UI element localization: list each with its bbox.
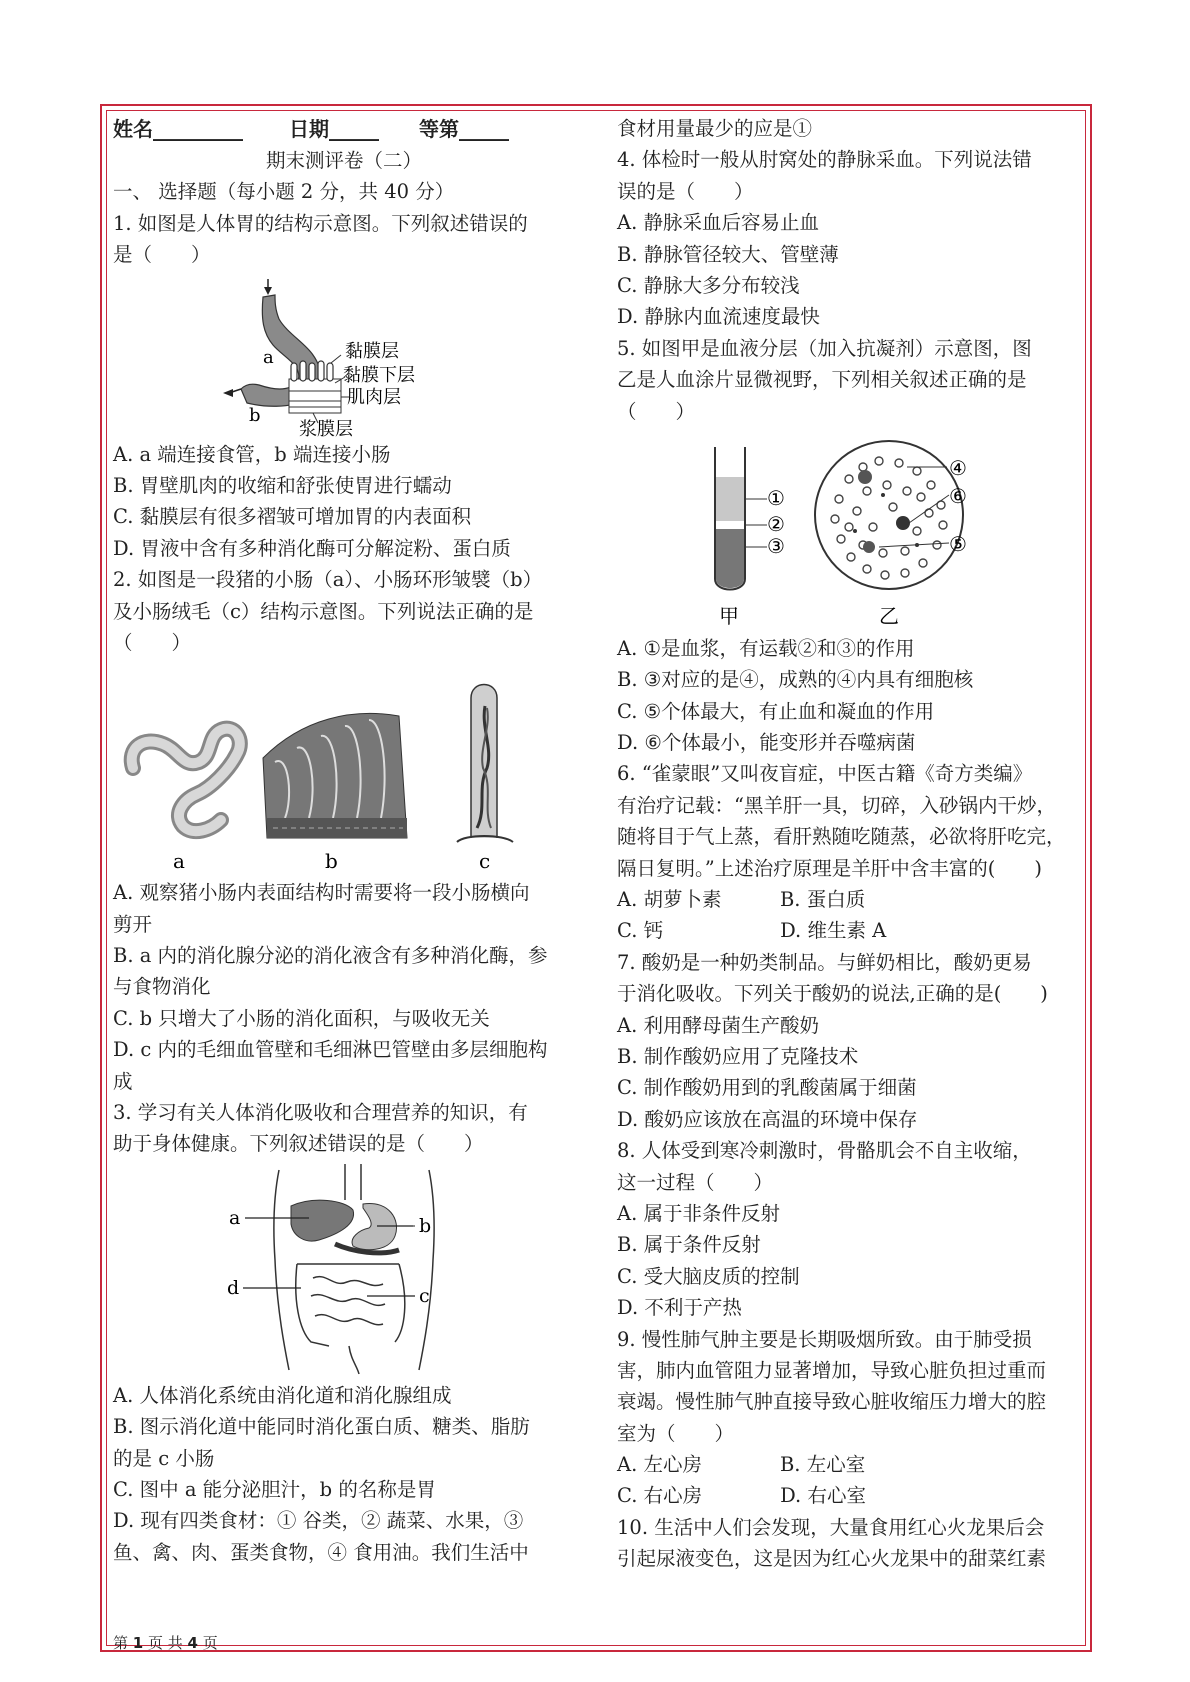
q8-option-c: C. 受大脑皮质的控制 [617, 1264, 800, 1288]
exam-title: 期末测评卷（二） [265, 149, 422, 172]
name-field: 姓名_________ [113, 117, 243, 141]
q2-option-a-2: 剪开 [113, 912, 153, 936]
page-footer [113, 1632, 218, 1653]
digestive-label-d: d [227, 1276, 240, 1299]
q5-option-a: A. ①是血浆，有运载②和③的作用 [617, 636, 915, 660]
q1-option-a: A. a 端连接食管，b 端连接小肠 [113, 442, 391, 466]
q6-stem-3: 随将目于气上蒸，看肝熟随吃随蒸，必欲将肝吃完， [617, 825, 1066, 849]
q8-option-a: A. 属于非条件反射 [617, 1201, 780, 1225]
q8-option-d: D. 不利于产热 [617, 1296, 742, 1320]
q1-option-c: C. 黏膜层有很多褶皱可增加胃的内表面积 [113, 505, 472, 529]
q9-options-ab: A. 左心房 B. 左心室 [617, 1453, 866, 1477]
stomach-label-serosa: 浆膜层 [299, 418, 353, 439]
q1-option-d: D. 胃液中含有多种消化酶可分解淀粉、蛋白质 [113, 536, 511, 560]
q3-stem-2: 助于身体健康。下列叙述错误的是（ ） [113, 1132, 484, 1156]
stomach-label-muscle: 肌肉层 [347, 386, 401, 408]
q8-stem: 8. 人体受到寒冷刺激时，骨骼肌会不自主收缩， [617, 1139, 1032, 1163]
q3-option-d: D. 现有四类食材：① 谷类，② 蔬菜、水果，③ [113, 1509, 524, 1533]
q6-options-ab: A. 胡萝卜素 B. 蛋白质 [617, 888, 866, 912]
q3-option-b-2: 的是 c 小肠 [113, 1446, 215, 1470]
q2-option-a: A. 观察猪小肠内表面结构时需要将一段小肠横向 [113, 881, 530, 905]
q4-option-a: A. 静脉采血后容易止血 [617, 211, 819, 235]
stomach-label-b: b [249, 404, 261, 426]
stomach-label-a: a [263, 346, 274, 368]
digestive-figure [113, 1160, 575, 1380]
q4-option-c: C. 静脉大多分布较浅 [617, 273, 800, 297]
q4-stem-2: 误的是（ ） [617, 179, 754, 203]
header-line [113, 113, 575, 145]
q4-option-b: B. 静脉管径较大、管壁薄 [617, 242, 839, 266]
q3-option-b: B. 图示消化道中能同时消化蛋白质、糖类、脂肪 [113, 1415, 530, 1439]
stomach-figure [113, 271, 575, 439]
blood-label-5: ⑤ [949, 531, 967, 556]
digestive-label-c: c [419, 1284, 430, 1307]
q5-stem: 5. 如图甲是血液分层（加入抗凝剂）示意图，图 [617, 336, 1032, 360]
stomach-label-submucosa: 黏膜下层 [343, 364, 415, 386]
footer-post: 页 [197, 1634, 218, 1652]
q10-stem: 10. 生活中人们会发现，大量食用红心火龙果后会 [617, 1515, 1045, 1539]
section-heading: 一、 选择题（每小题 2 分，共 40 分） [113, 180, 455, 204]
q6-stem-4: 隔日复明。”上述治疗原理是羊肝中含丰富的( ) [617, 856, 1042, 880]
intestine-figure [113, 658, 575, 877]
blood-label-1: ① [767, 485, 785, 510]
footer-pre: 第 [113, 1634, 133, 1652]
q2-option-c: C. b 只增大了小肠的消化面积，与吸收无关 [113, 1006, 490, 1030]
q4-option-d: D. 静脉内血流速度最快 [617, 305, 820, 329]
q3-option-d-3: 食材用量最少的应是① [617, 117, 813, 140]
q8-stem-2: 这一过程（ ） [617, 1170, 774, 1194]
q10-stem-2: 引起尿液变色，这是因为红心火龙果中的甜菜红素 [617, 1547, 1047, 1571]
footer-page-number: 1 [132, 1634, 144, 1652]
q6-options-cd: C. 钙 D. 维生素 A [617, 919, 887, 943]
q2-stem: 2. 如图是一段猪的小肠（a）、小肠环形皱襞（b） [113, 568, 543, 592]
q7-stem: 7. 酸奶是一种奶类制品。与鲜奶相比，酸奶更易 [617, 950, 1032, 974]
q9-stem: 9. 慢性肺气肿主要是长期吸烟所致。由于肺受损 [617, 1327, 1032, 1351]
stomach-label-mucosa: 黏膜层 [345, 340, 399, 362]
q5-option-d: D. ⑥个体最小，能变形并吞噬病菌 [617, 731, 916, 755]
q2-option-b-2: 与食物消化 [113, 975, 211, 999]
q7-stem-2: 于消化吸收。下列关于酸奶的说法,正确的是( ) [617, 982, 1048, 1006]
right-column [617, 113, 1079, 1575]
q2-option-b: B. a 内的消化腺分泌的消化液含有多种消化酶，参 [113, 944, 548, 968]
footer-page-total: 4 [187, 1634, 198, 1652]
q6-stem: 6. “雀蒙眼”又叫夜盲症，中医古籍《奇方类编》 [617, 762, 1033, 786]
q5-option-c: C. ⑤个体最大，有止血和凝血的作用 [617, 699, 935, 723]
q7-option-d: D. 酸奶应该放在高温的环境中保存 [617, 1107, 918, 1131]
q5-stem-3: （ ） [617, 399, 696, 423]
date-field: 日期_____ [289, 117, 379, 141]
q4-stem: 4. 体检时一般从肘窝处的静脉采血。下列说法错 [617, 148, 1032, 172]
q3-option-c: C. 图中 a 能分泌胆汁，b 的名称是胃 [113, 1477, 436, 1501]
blood-label-2: ② [767, 511, 785, 536]
q2-stem-2: 及小肠绒毛（c）结构示意图。下列说法正确的是 [113, 599, 534, 623]
q2-stem-3: （ ） [113, 630, 192, 654]
digestive-label-b: b [419, 1214, 432, 1237]
q9-stem-2: 害，肺内血管阻力显著增加，导致心脏负担过重而 [617, 1358, 1047, 1382]
blood-label-jia: 甲 [719, 603, 739, 628]
q6-stem-2: 有治疗记载：“黑羊肝一具，切碎，入砂锅内干炒， [617, 793, 1056, 817]
intestine-label-a: a [173, 849, 185, 874]
q3-option-a: A. 人体消化系统由消化道和消化腺组成 [113, 1383, 452, 1407]
blood-label-4: ④ [949, 455, 967, 480]
q7-option-a: A. 利用酵母菌生产酸奶 [617, 1013, 819, 1037]
left-column [113, 113, 575, 1568]
q7-option-b: B. 制作酸奶应用了克隆技术 [617, 1044, 859, 1068]
q5-stem-2: 乙是人血涂片显微视野，下列相关叙述正确的是 [617, 368, 1027, 392]
footer-mid: 页 共 [143, 1634, 188, 1652]
blood-label-yi: 乙 [879, 603, 899, 628]
blood-figure [617, 427, 1079, 633]
q1-stem: 1. 如图是人体胃的结构示意图。下列叙述错误的 [113, 211, 528, 235]
blood-label-3: ③ [767, 533, 785, 558]
digestive-label-a: a [229, 1206, 241, 1229]
q2-option-d-2: 成 [113, 1069, 133, 1093]
intestine-label-c: c [479, 849, 491, 874]
q8-option-b: B. 属于条件反射 [617, 1233, 761, 1257]
q5-option-b: B. ③对应的是④，成熟的④内具有细胞核 [617, 668, 974, 692]
q9-stem-3: 衰竭。慢性肺气肿直接导致心脏收缩压力增大的腔 [617, 1390, 1047, 1414]
q2-option-d: D. c 内的毛细血管壁和毛细淋巴管壁由多层细胞构 [113, 1038, 548, 1062]
q1-option-b: B. 胃壁肌肉的收缩和舒张使胃进行蠕动 [113, 473, 452, 497]
q3-option-d-2: 鱼、禽、肉、蛋类食物，④ 食用油。我们生活中 [113, 1540, 529, 1564]
q9-stem-4: 室为（ ） [617, 1421, 735, 1445]
q3-stem: 3. 学习有关人体消化吸收和合理营养的知识，有 [113, 1101, 528, 1125]
blood-label-6: ⑥ [949, 483, 967, 508]
q9-options-cd: C. 右心房 D. 右心室 [617, 1484, 866, 1508]
intestine-label-b: b [325, 849, 338, 874]
q1-stem-2: 是（ ） [113, 243, 211, 267]
q7-option-c: C. 制作酸奶用到的乳酸菌属于细菌 [617, 1076, 917, 1100]
grade-field: 等第_____ [419, 117, 509, 141]
